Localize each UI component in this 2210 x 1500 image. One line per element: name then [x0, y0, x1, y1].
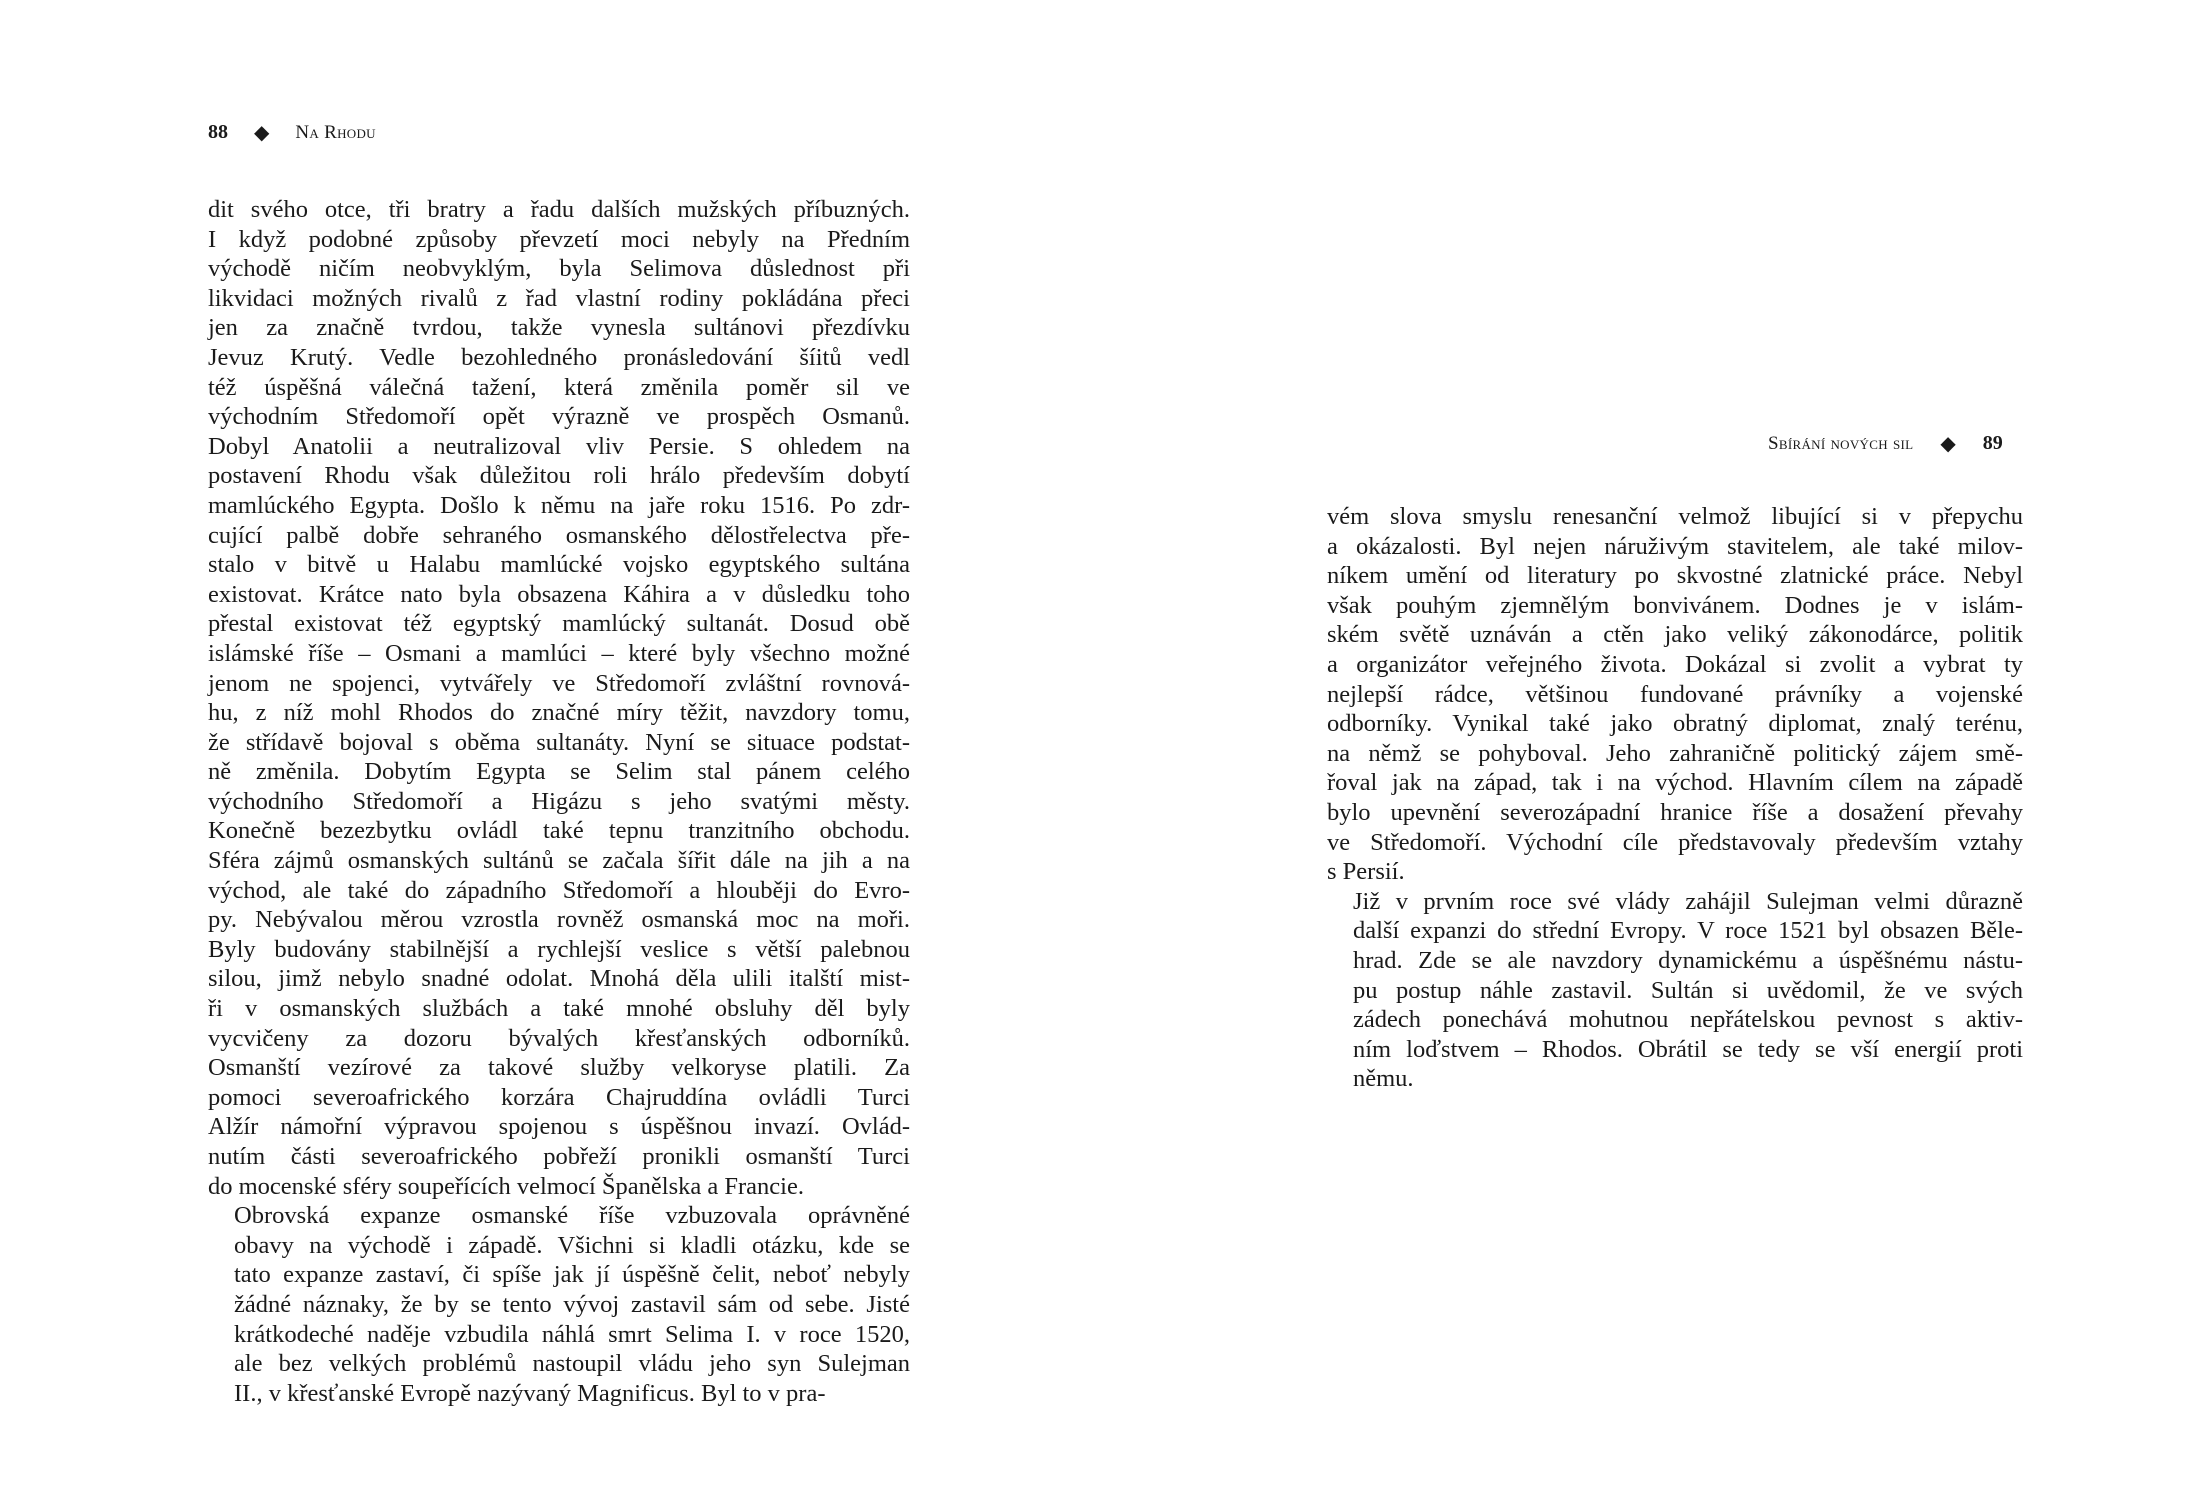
text-line: žádné náznaky, že by se tento vývoj zastavil sám od sebe. Jisté [234, 1290, 910, 1318]
text-line: Dobyl Anatolii a neutralizoval vliv Persie. S ohledem na [208, 432, 910, 460]
text-line: východního Středomoří a Higázu s jeho svatými městy. [208, 787, 910, 815]
text-line: Alžír námořní výpravou spojenou s úspěšnou invazí. Ovlád- [208, 1113, 910, 1141]
text-line: obavy na východě i západě. Všichni si kladli otázku, kde se [234, 1231, 910, 1259]
text-line: existovat. Krátce nato byla obsazena Káhira a v důsledku toho [208, 580, 910, 608]
text-line: ři v osmanských službách a také mnohé obsluhy děl byly [208, 995, 910, 1023]
text-line: ve Středomoří. Východní cíle představovaly především vztahy [1327, 828, 2023, 856]
text-line: východě ničím neobvyklým, byla Selimova důslednost při [208, 255, 910, 283]
diamond-ornament-icon: ◆ [1940, 433, 1956, 455]
text-line: postavení Rhodu však důležitou roli hrálo především dobytí [208, 462, 910, 490]
page-number: 88 [208, 121, 228, 143]
text-line: Byly budovány stabilnější a rychlejší veslice s větší palebnou [208, 935, 910, 963]
text-line: že střídavě bojoval s oběma sultanáty. Nyní se situace podstat- [208, 728, 910, 756]
text-line: Obrovská expanze osmanské říše vzbuzovala oprávněné [234, 1202, 910, 1230]
text-line: ském světě uznáván a ctěn jako veliký zákonodárce, politik [1327, 621, 2023, 649]
text-line: py. Nebývalou měrou vzrostla rovněž osmanská moc na moři. [208, 906, 910, 934]
text-line: hu, z níž mohl Rhodos do značné míry těžit, navzdory tomu, [208, 699, 910, 727]
paragraph [1327, 502, 2023, 887]
text-line: cující palbě dobře sehraného osmanského dělostřelectva pře- [208, 521, 910, 549]
text-line: mamlúckého Egypta. Došlo k němu na jaře roku 1516. Po zdr- [208, 491, 910, 519]
text-line: ale bez velkých problémů nastoupil vládu jeho syn Sulejman [234, 1350, 910, 1378]
text-line: však pouhým zjemnělým bonvivánem. Dodnes je v islám- [1327, 591, 2023, 619]
paragraph [208, 195, 910, 1201]
text-line: II., v křesťanské Evropě nazývaný Magnificus. Byl to v pra- [234, 1379, 826, 1407]
text-line: němu. [1353, 1065, 1414, 1093]
running-head-right [1768, 431, 2003, 456]
text-line: Konečně bezezbytku ovládl také tepnu tranzitního obchodu. [208, 817, 910, 845]
page-number: 89 [1982, 432, 2003, 454]
right-page [1105, 0, 2210, 1500]
text-line: a organizátor veřejného života. Dokázal si zvolit a vybrat ty [1327, 650, 2023, 678]
paragraph [1327, 887, 2023, 1094]
body-text [208, 195, 910, 1408]
text-line: vém slova smyslu renesanční velmož libující si v přepychu [1327, 503, 2023, 530]
text-line: silou, jimž nebylo snadné odolat. Mnohá děla ulili italští mist- [208, 965, 910, 993]
text-line: s Persií. [1327, 858, 1405, 886]
text-line: pu postup náhle zastavil. Sultán si uvědomil, že ve svých [1353, 976, 2023, 1004]
text-line: Již v prvním roce své vlády zahájil Sulejman velmi důrazně [1353, 887, 2023, 915]
text-line: na němž se pohyboval. Jeho zahraničně politický zájem smě- [1327, 739, 2023, 767]
text-line: pomoci severoafrického korzára Chajruddína ovládli Turci [208, 1083, 910, 1111]
text-line: další expanzi do střední Evropy. V roce 1521 byl obsazen Běle- [1353, 917, 2023, 945]
text-line: hrad. Zde se ale navzdory dynamickému a úspěšnému nástu- [1353, 946, 2023, 974]
text-line: zádech ponechává mohutnou nepřátelskou pevnost s aktiv- [1353, 1006, 2023, 1034]
text-line: řoval jak na západ, tak i na východ. Hlavním cílem na západě [1327, 769, 2023, 797]
text-line: dit svého otce, tři bratry a řadu dalších mužských příbuzných. [208, 196, 910, 223]
text-line: stalo v bitvě u Halabu mamlúcké vojsko egyptského sultána [208, 551, 910, 579]
running-head-title: Sbírání nových sil [1768, 432, 1914, 454]
text-line: Sféra zájmů osmanských sultánů se začala šířit dále na jih a na [208, 847, 910, 875]
text-line: bylo upevnění severozápadní hranice říše a dosažení převahy [1327, 798, 2023, 826]
text-line: nejlepší rádce, většinou fundované právníky a vojenské [1327, 680, 2023, 708]
text-line: nutím části severoafrického pobřeží pronikli osmanští Turci [208, 1143, 910, 1170]
text-line: jenom ne spojenci, vytvářely ve Středomoří zvláštní rovnová- [208, 669, 910, 697]
text-line: I když podobné způsoby převzetí moci nebyly na Předním [208, 225, 910, 253]
text-line: likvidaci možných rivalů z řad vlastní rodiny pokládána přeci [208, 284, 910, 312]
text-line: do mocenské sféry soupeřících velmocí Španělska a Francie. [208, 1172, 804, 1200]
text-line: ním loďstvem – Rhodos. Obrátil se tedy se vší energií proti [1353, 1035, 2023, 1063]
text-line: islámské říše – Osmani a mamlúci – které byly všechno možné [208, 639, 910, 667]
running-head-left [208, 120, 376, 145]
text-line: vycvičeny za dozoru bývalých křesťanských odborníků. [208, 1024, 910, 1052]
text-line: tato expanze zastaví, či spíše jak jí úspěšně čelit, neboť nebyly [234, 1261, 910, 1289]
text-line: a okázalosti. Byl nejen náruživým stavitelem, ale také milov- [1327, 532, 2023, 560]
text-line: níkem umění od literatury po skvostné zlatnické práce. Nebyl [1327, 562, 2023, 590]
paragraph [208, 1201, 910, 1408]
text-line: odborníky. Vynikal také jako obratný diplomat, znalý terénu, [1327, 710, 2023, 738]
running-head-title: Na Rhodu [295, 121, 376, 143]
text-line: Osmanští vezírové za takové služby velkoryse platili. Za [208, 1054, 910, 1082]
text-line: východ, ale také do západního Středomoří a hlouběji do Evro- [208, 876, 910, 904]
body-text [1327, 502, 2023, 1094]
text-line: východním Středomoří opět výrazně ve prospěch Osmanů. [208, 403, 910, 431]
diamond-ornament-icon: ◆ [254, 122, 270, 144]
text-line: též úspěšná válečná tažení, která změnila poměr sil ve [208, 373, 910, 401]
text-line: jen za značně tvrdou, takže vynesla sultánovi přezdívku [208, 314, 910, 342]
text-line: přestal existovat též egyptský mamlúcký sultanát. Dosud obě [208, 610, 910, 638]
text-line: ně změnila. Dobytím Egypta se Selim stal pánem celého [208, 758, 910, 786]
text-line: Jevuz Krutý. Vedle bezohledného pronásledování šíitů vedl [208, 343, 910, 371]
text-line: krátkodeché naděje vzbudila náhlá smrt Selima I. v roce 1520, [234, 1320, 910, 1348]
